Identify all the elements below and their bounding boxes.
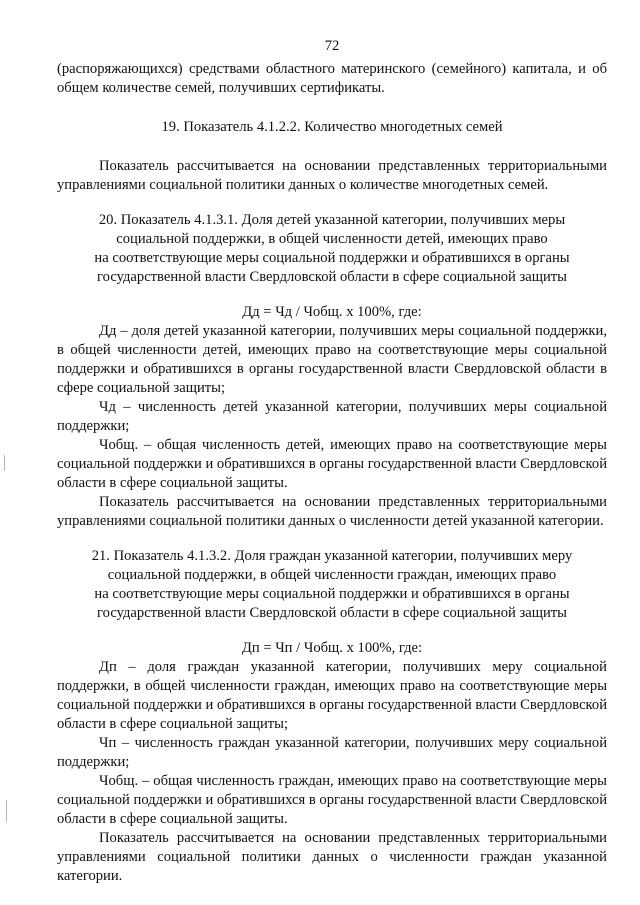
scan-mark-left: [4, 455, 5, 471]
section-19-heading: 19. Показатель 4.1.2.2. Количество многодетных семей: [161, 119, 503, 135]
section-20-formula: Дд = Чд / Чобщ. х 100%, где:: [242, 304, 422, 320]
document-page: [57, 36, 607, 886]
section-21-definition-dp: Дп – доля граждан указанной категории, получивших меру социальной поддержки, в общей численности граждан, имеющих право на соответствующие меры социальной поддержки и обратившихся в органы государственной власти Свердловской области в сфере социальной защиты;: [57, 659, 608, 732]
section-20-heading: [57, 211, 607, 287]
heading-line: государственной власти Свердловской области в сфере социальной защиты: [97, 269, 567, 285]
section-20-definition-chobsh: Чобщ. – общая численность детей, имеющих право на соответствующие меры социальной поддержки и обратившихся в органы государственной власти Свердловской области в сфере социальной защиты.: [57, 437, 608, 491]
section-21-heading: [57, 547, 607, 623]
intro-paragraph: (распоряжающихся) средствами областного материнского (семейного) капитала, и об общем количестве семей, получивших сертификаты.: [57, 61, 607, 96]
section-21-note: Показатель рассчитывается на основании представленных территориальными управлениями социальной политики данных о численности граждан указанной категории.: [57, 830, 607, 884]
heading-line: государственной власти Свердловской области в сфере социальной защиты: [97, 605, 567, 621]
section-21-formula: Дп = Чп / Чобщ. х 100%, где:: [241, 640, 423, 656]
heading-line: 20. Показатель 4.1.3.1. Доля детей указанной категории, получивших меры: [98, 212, 566, 228]
section-20-definition-dd: Дд – доля детей указанной категории, получивших меры социальной поддержки, в общей численности детей, имеющих право на соответствующие меры социальной поддержки и обратившихся в органы государственной власти Свердловской области в сфере социальной защиты;: [57, 323, 607, 396]
section-21-definition-chobsh: Чобщ. – общая численность граждан, имеющих право на соответствующие меры социальной поддержки и обратившихся в органы государственной власти Свердловской области в сфере социальной защиты.: [57, 773, 608, 827]
section-20-note: Показатель рассчитывается на основании представленных территориальными управлениями социальной политики данных о численности детей указанной категории.: [57, 494, 607, 529]
section-20-definition-chd: Чд – численность детей указанной категории, получивших меры социальной поддержки;: [57, 399, 607, 434]
page-number: 72: [324, 38, 340, 54]
section-21-definition-chp: Чп – численность граждан указанной категории, получивших меру социальной поддержки;: [57, 735, 607, 770]
heading-line: на соответствующие меры социальной поддержки и обратившихся в органы: [94, 586, 570, 602]
section-19-text: Показатель рассчитывается на основании представленных территориальными управлениями социальной политики данных о количестве многодетных семей.: [57, 158, 607, 193]
heading-line: 21. Показатель 4.1.3.2. Доля граждан указанной категории, получивших меру: [91, 548, 573, 564]
scan-mark-left-lower: [6, 800, 7, 822]
heading-line: социальной поддержки, в общей численности граждан, имеющих право: [107, 567, 557, 583]
heading-line: социальной поддержки, в общей численности детей, имеющих право: [116, 231, 548, 247]
heading-line: на соответствующие меры социальной поддержки и обратившихся в органы: [94, 250, 570, 266]
